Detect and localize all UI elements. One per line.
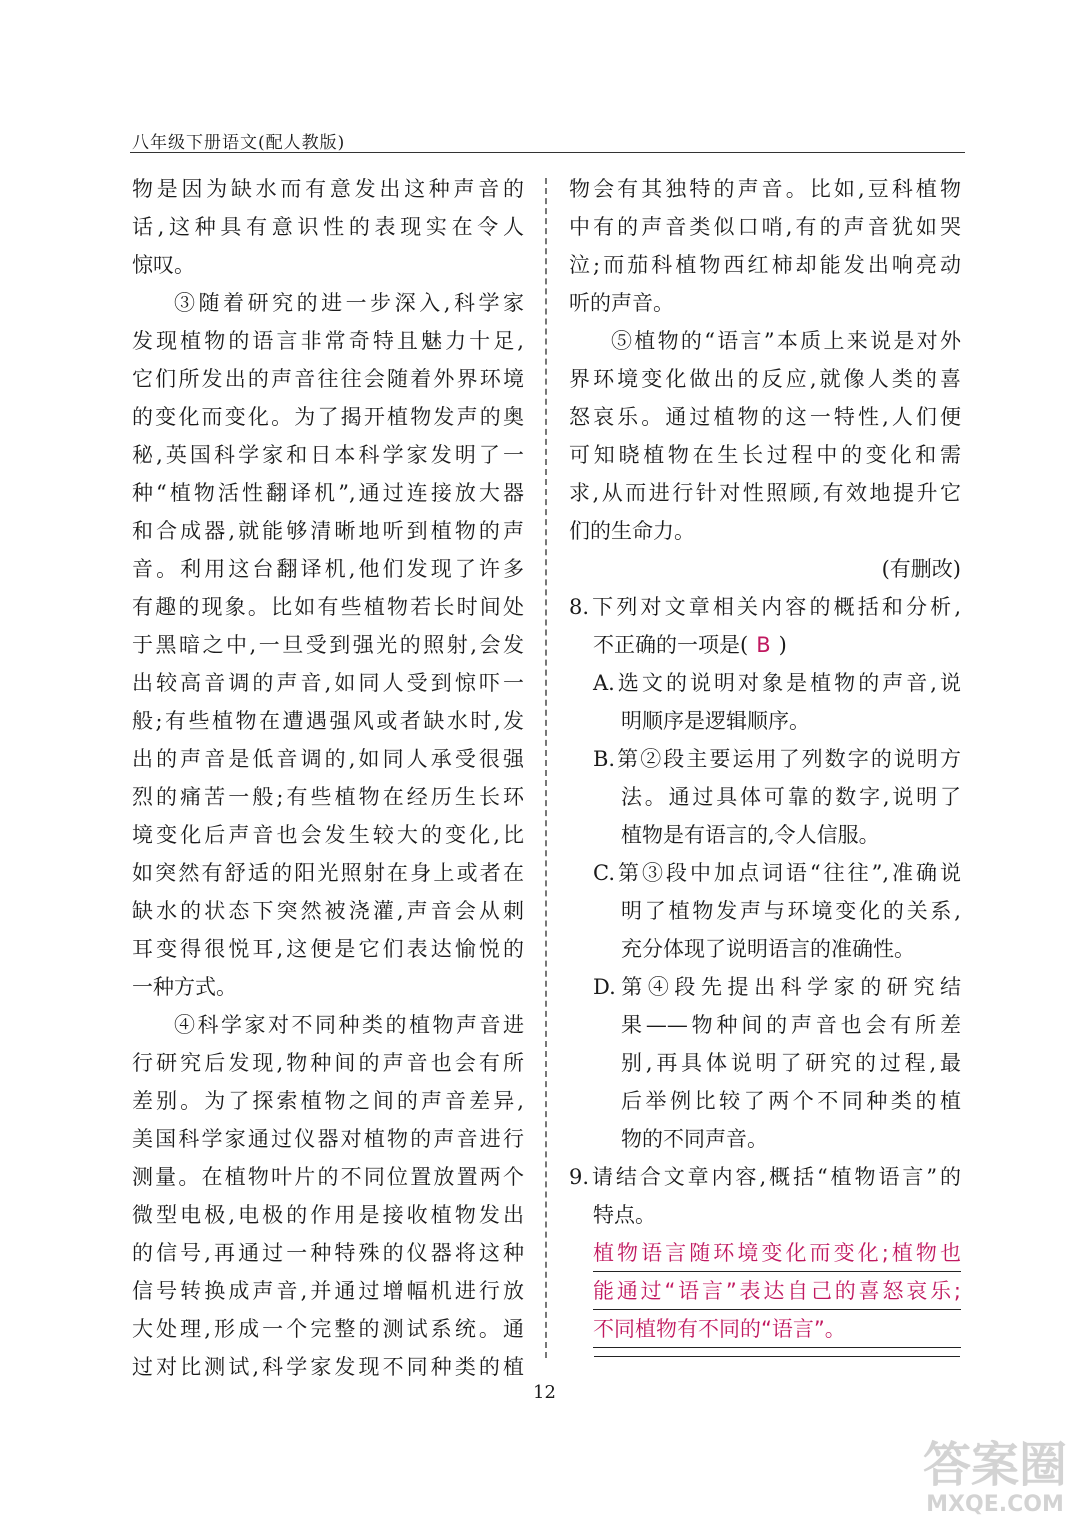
text-line: 耳变得很悦耳,这便是它们表达愉悦的	[132, 937, 524, 961]
text-line: 烈的痛苦一般;有些植物在经历生长环	[132, 785, 524, 809]
option-a-cont: 明顺序是逻辑顺序。	[621, 709, 810, 733]
text-line: 秘,英国科学家和日本科学家发明了一	[132, 443, 524, 467]
text-line: 过对比测试,科学家发现不同种类的植	[132, 1355, 524, 1379]
option-d: D.第④段先提出科学家的研究结	[593, 975, 961, 999]
text-line: 物是因为缺水而有意发出这种声音的	[132, 177, 524, 201]
option-b-cont: 植物是有语言的,令人信服。	[621, 823, 880, 847]
text-line: 泣;而茄科植物西红柿却能发出响亮动	[569, 253, 961, 277]
q9-answer-line: 不同植物有不同的“语言”。	[593, 1310, 961, 1348]
q9-answer-line: 植物语言随环境变化而变化;植物也	[593, 1234, 961, 1272]
paragraph-4-start: ④科学家对不同种类的植物声音进	[174, 1013, 524, 1037]
source-note: (有删改)	[881, 557, 961, 581]
text-line: 中有的声音类似口哨,有的声音犹如哭	[569, 215, 961, 239]
q8-answer: B	[756, 633, 771, 657]
left-column	[132, 170, 524, 1386]
text-line: 大处理,形成一个完整的测试系统。通	[132, 1317, 524, 1341]
page-header: 八年级下册语文(配人教版)	[132, 133, 346, 153]
text-line: 有趣的现象。比如有些植物若长时间处	[132, 595, 524, 619]
option-b-cont: 法。通过具体可靠的数字,说明了	[621, 785, 961, 809]
answer-blank-line	[594, 1356, 960, 1357]
text-line: 般;有些植物在遭遇强风或者缺水时,发	[132, 709, 524, 733]
text-line: 行研究后发现,物种间的声音也会有所	[132, 1051, 524, 1075]
option-d-cont: 后举例比较了两个不同种类的植	[621, 1089, 961, 1113]
text-line: 测量。在植物叶片的不同位置放置两个	[132, 1165, 524, 1189]
page-number: 12	[533, 1382, 556, 1403]
option-d-cont: 别,再具体说明了研究的过程,最	[621, 1051, 961, 1075]
text-line: 缺水的状态下突然被浇灌,声音会从刺	[132, 899, 524, 923]
text-line: 的信号,再通过一种特殊的仪器将这种	[132, 1241, 524, 1265]
q9-answer-area	[569, 1234, 961, 1348]
text-line: 它们所发出的声音往往会随着外界环境	[132, 367, 524, 391]
text-line: 和合成器,就能够清晰地听到植物的声	[132, 519, 524, 543]
option-b: B.第②段主要运用了列数字的说明方	[593, 747, 961, 771]
text-line: 出较高音调的声音,如同人受到惊吓一	[132, 671, 524, 695]
text-line: 音。利用这台翻译机,他们发现了许多	[132, 557, 524, 581]
text-line: 们的生命力。	[569, 519, 695, 543]
text-line: 界环境变化做出的反应,就像人类的喜	[569, 367, 961, 391]
text-line: 的变化而变化。为了揭开植物发声的奥	[132, 405, 524, 429]
text-line: 差别。为了探索植物之间的声音差异,	[132, 1089, 524, 1113]
header-rule	[130, 152, 965, 153]
text-line: 出的声音是低音调的,如同人承受很强	[132, 747, 524, 771]
text-line: 物会有其独特的声音。比如,豆科植物	[569, 177, 961, 201]
text-line: 境变化后声音也会发生较大的变化,比	[132, 823, 524, 847]
column-divider	[545, 178, 547, 1358]
text-line: 微型电极,电极的作用是接收植物发出	[132, 1203, 524, 1227]
text-line: 一种方式。	[132, 975, 237, 999]
text-line: 怒哀乐。通过植物的这一特性,人们便	[569, 405, 961, 429]
watermark-url: MXQE.COM	[926, 1492, 1064, 1517]
option-c-cont: 明了植物发声与环境变化的关系,	[621, 899, 961, 923]
watermark-logo	[915, 1438, 1075, 1528]
text-line: 如突然有舒适的阳光照射在身上或者在	[132, 861, 524, 885]
question-9-stem-line2: 特点。	[593, 1203, 656, 1227]
option-a: A.选文的说明对象是植物的声音,说	[593, 671, 961, 695]
q8-stem-prefix: 不正确的一项是(	[593, 633, 749, 657]
paragraph-5-start: ⑤植物的“语言”本质上来说是对外	[611, 329, 961, 353]
q9-answer-line: 能通过“语言”表达自己的喜怒哀乐;	[593, 1272, 961, 1310]
text-line: 话,这种具有意识性的表现实在令人	[132, 215, 524, 239]
option-d-cont: 物的不同声音。	[621, 1127, 768, 1151]
text-line: 信号转换成声音,并通过增幅机进行放	[132, 1279, 524, 1303]
question-8-stem: 8.下列对文章相关内容的概括和分析,	[569, 595, 961, 619]
text-line: 种“植物活性翻译机”,通过连接放大器	[132, 481, 524, 505]
option-c: C.第③段中加点词语“往往”,准确说	[593, 861, 961, 885]
text-line: 惊叹。	[132, 253, 195, 277]
text-line: 于黑暗之中,一旦受到强光的照射,会发	[132, 633, 524, 657]
option-d-cont: 果——物种间的声音也会有所差	[621, 1013, 961, 1037]
right-column	[569, 170, 961, 1348]
watermark-text: 答案圈	[922, 1437, 1067, 1493]
question-9-stem: 9.请结合文章内容,概括“植物语言”的	[569, 1165, 961, 1189]
text-line: 听的声音。	[569, 291, 674, 315]
text-line: 可知晓植物在生长过程中的变化和需	[569, 443, 961, 467]
option-c-cont: 充分体现了说明语言的准确性。	[621, 937, 915, 961]
q8-stem-suffix: )	[778, 633, 787, 657]
text-line: 美国科学家通过仪器对植物的声音进行	[132, 1127, 524, 1151]
text-line: 发现植物的语言非常奇特且魅力十足,	[132, 329, 524, 353]
question-8-stem-line2	[569, 626, 961, 664]
text-line: 求,从而进行针对性照顾,有效地提升它	[569, 481, 961, 505]
paragraph-3-start: ③随着研究的进一步深入,科学家	[174, 291, 524, 315]
